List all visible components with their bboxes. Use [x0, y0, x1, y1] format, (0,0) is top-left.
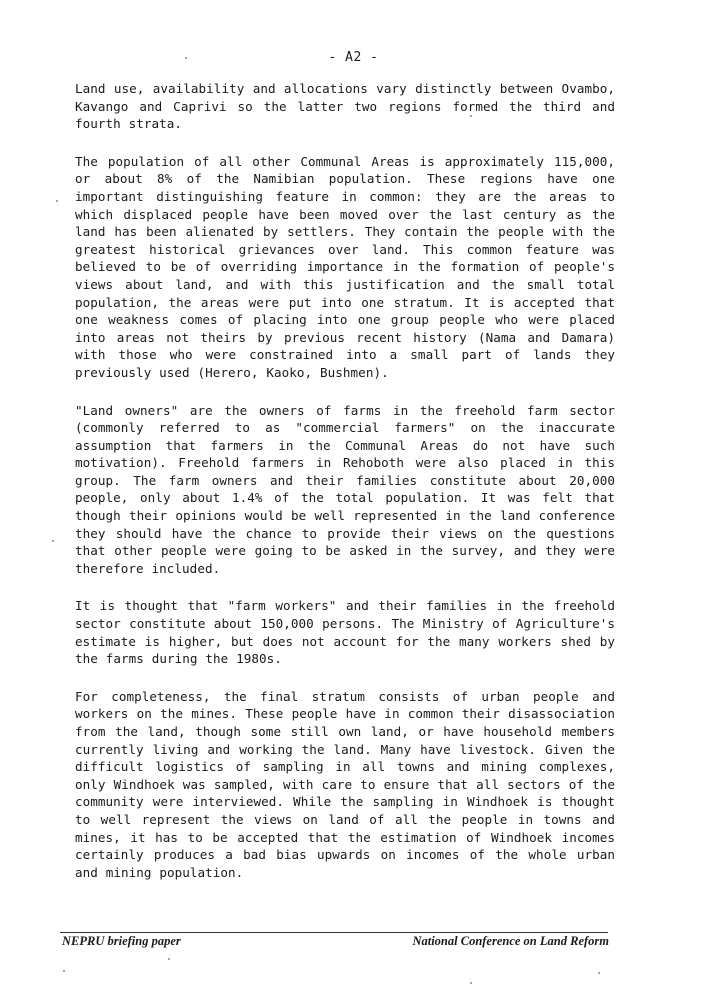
scan-speck — [56, 200, 58, 202]
scan-speck — [185, 57, 187, 59]
page-number: - A2 - — [328, 50, 379, 65]
paragraph-strata-regions: Land use, availability and allocations vary distinctly between Ovambo, Kavango and Caprivi so the latter two regions formed the third and fourth strata. — [75, 81, 615, 132]
paragraph-land-owners: "Land owners" are the owners of farms in the freehold farm sector (commonly referred to as "commercial farmers" on the inaccurate assumption that farmers in the Communal Areas do not have such motivation). Freehold farmers in Rehoboth were also placed in this group. The farm owners and their families constitute about 20,000 people, only about 1.4% of the total population. It was felt that though their opinions would be well represented in the land conference they should have the chance to provide their views on the questions that other people were going to be asked in the survey, and they were therefore included. — [75, 402, 615, 576]
footer-divider — [60, 932, 608, 933]
scan-speck — [52, 540, 54, 542]
scan-speck — [470, 982, 472, 984]
paragraph-communal-areas: The population of all other Communal Areas is approximately 115,000, or about 8% of the Namibian population. These regions have one important distinguishing feature in common: they are the areas to which displaced people have been moved over the last century as the land has been alienated by settlers. They contain the people with the greatest historical grievances over land. This common feature was believed to be of overriding importance in the formation of people's views about land, and with this justification and the small total population, the areas were put into one stratum. It is accepted that one weakness comes of placing into one group people who were placed into areas not theirs by previous recent history (Nama and Damara) with those who were constrained into a small part of lands they previously used (Herero, Kaoko, Bushmen). — [75, 153, 615, 380]
scan-speck — [168, 958, 170, 960]
scan-speck — [63, 970, 65, 972]
scan-speck — [598, 972, 600, 974]
paragraph-farm-workers: It is thought that "farm workers" and their families in the freehold sector constitute about 150,000 persons. The Ministry of Agriculture's estimate is higher, but does not account for the many workers shed by the farms during the 1980s. — [75, 598, 615, 667]
scan-speck — [470, 115, 472, 117]
paragraph-urban-stratum: For completeness, the final stratum consists of urban people and workers on the mines. These people have in common their disassociation from the land, though some still own land, or have household members currently living and working the land. Many have livestock. Given the difficult logistics of sampling in all towns and mining complexes, only Windhoek was sampled, with care to ensure that all sectors of the community were interviewed. While the sampling in Windhoek is thought to well represent the views on land of all the people in towns and mines, it has to be accepted that the estimation of Windhoek incomes certainly produces a bad bias upwards on incomes of the whole urban and mining population. — [75, 688, 615, 880]
footer-series-title: NEPRU briefing paper — [62, 934, 181, 948]
body-text — [75, 80, 615, 901]
footer-conference-title: National Conference on Land Reform — [412, 934, 609, 948]
